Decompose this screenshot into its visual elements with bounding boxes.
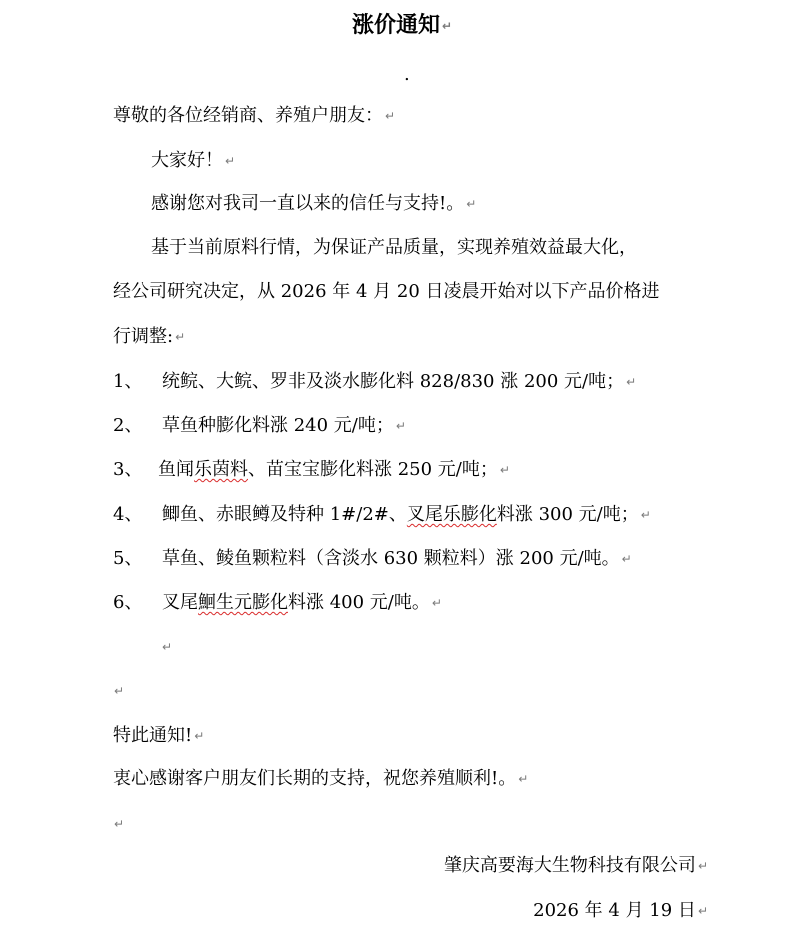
thanks-line: 感谢您对我司一直以来的信任与支持!。 ↵ xyxy=(151,193,477,214)
paragraph-mark-icon: ↵ xyxy=(385,109,396,123)
empty-paragraph xyxy=(112,811,124,837)
item-number: 4、 xyxy=(113,504,143,525)
item-number: 1、 xyxy=(113,371,143,392)
item-number: 3、 xyxy=(113,459,143,480)
item-text: 鲫鱼、赤眼鳟及特种 1#/2#、叉尾乐膨化料涨 300 元/吨； ↵ xyxy=(162,504,651,525)
item-text: 叉尾鮰生元膨化料涨 400 元/吨。 ↵ xyxy=(162,592,442,613)
spellcheck-underline: 叉尾乐膨化 xyxy=(406,504,497,525)
item-text: 草鱼种膨化料涨 240 元/吨； ↵ xyxy=(162,415,406,436)
paragraph-mark-icon: ↵ xyxy=(114,684,125,698)
paragraph-mark-icon: ↵ xyxy=(621,552,632,566)
item-text: 草鱼、鲮鱼颗粒料（含淡水 630 颗粒料）涨 200 元/吨。 ↵ xyxy=(162,548,632,569)
company-name: 肇庆高要海大生物科技有限公司 ↵ xyxy=(443,855,708,876)
item-number: 5、 xyxy=(113,548,143,569)
spellcheck-underline: 鮰生元膨化 xyxy=(198,592,288,613)
item-number: 6、 xyxy=(113,592,143,613)
notice-title: 涨价通知 ↵ xyxy=(351,12,453,38)
paragraph-mark-icon: ↵ xyxy=(466,197,477,211)
paragraph-mark-icon: ↵ xyxy=(395,419,406,433)
stray-dot: . xyxy=(404,64,410,85)
spellcheck-underline: 乐茵料 xyxy=(194,459,248,480)
closing-notice: 特此通知! ↵ xyxy=(113,725,205,746)
paragraph-mark-icon: ↵ xyxy=(225,154,236,168)
paragraph-mark-icon: ↵ xyxy=(114,817,125,831)
paragraph-mark-icon: ↵ xyxy=(441,19,453,33)
notice-date: 2026 年 4 月 19 日 ↵ xyxy=(533,900,708,921)
empty-paragraph xyxy=(112,678,124,704)
paragraph-mark-icon: ↵ xyxy=(518,772,529,786)
empty-paragraph xyxy=(160,634,172,660)
item-text: 鱼闻乐茵料、苗宝宝膨化料涨 250 元/吨； ↵ xyxy=(158,459,510,480)
paragraph-mark-icon: ↵ xyxy=(640,508,651,522)
paragraph-mark-icon: ↵ xyxy=(697,904,708,918)
greeting: 大家好！ ↵ xyxy=(151,150,236,171)
paragraph-mark-icon: ↵ xyxy=(162,640,173,654)
item-text: 统鲩、大鲩、罗非及淡水膨化料 828/830 涨 200 元/吨； ↵ xyxy=(162,371,637,392)
body-line-1: 基于当前原料行情，为保证产品质量，实现养殖效益最大化， xyxy=(151,237,637,258)
closing-thanks: 衷心感谢客户朋友们长期的支持，祝您养殖顺利!。 ↵ xyxy=(113,768,529,789)
paragraph-mark-icon: ↵ xyxy=(499,463,510,477)
paragraph-mark-icon: ↵ xyxy=(626,375,637,389)
body-line-2: 经公司研究决定，从 2026 年 4 月 20 日凌晨开始对以下产品价格进 xyxy=(113,281,660,302)
paragraph-mark-icon: ↵ xyxy=(175,330,186,344)
item-number: 2、 xyxy=(113,415,143,436)
salutation: 尊敬的各位经销商、养殖户朋友： ↵ xyxy=(113,105,396,126)
body-line-3: 行调整: ↵ xyxy=(113,326,186,347)
paragraph-mark-icon: ↵ xyxy=(194,729,205,743)
paragraph-mark-icon: ↵ xyxy=(431,596,442,610)
paragraph-mark-icon: ↵ xyxy=(697,859,708,873)
